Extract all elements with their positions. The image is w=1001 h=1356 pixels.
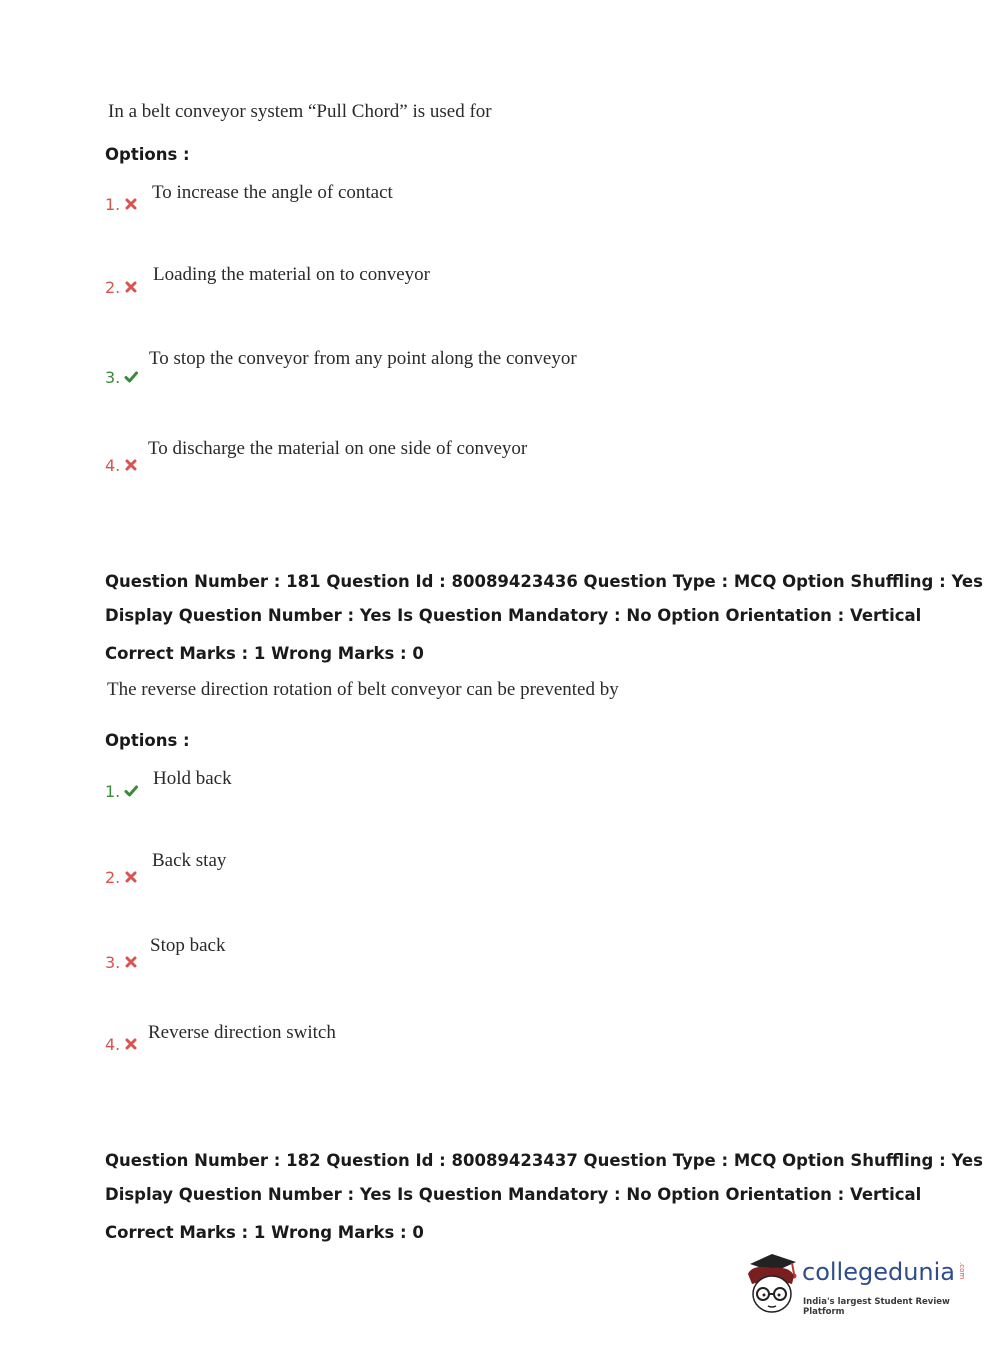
cross-icon — [124, 870, 138, 884]
option-number: 2. — [105, 868, 138, 887]
option-number: 1. — [105, 782, 138, 801]
option-number: 3. — [105, 953, 138, 972]
option-text: Stop back — [150, 935, 226, 956]
cross-icon — [124, 1037, 138, 1051]
option-number: 2. — [105, 278, 138, 297]
question-meta: Question Number : 181 Question Id : 80089423436 Question Type : MCQ Option Shuffling : Yes — [105, 572, 983, 591]
option-text: Loading the material on to conveyor — [153, 264, 430, 285]
option-number: 3. — [105, 368, 138, 387]
check-icon — [124, 784, 138, 798]
question-meta: Display Question Number : Yes Is Question Mandatory : No Option Orientation : Vertical — [105, 1185, 922, 1204]
options-label: Options : — [105, 145, 190, 164]
question-meta: Question Number : 182 Question Id : 80089423437 Question Type : MCQ Option Shuffling : Yes — [105, 1151, 983, 1170]
option-text: Hold back — [153, 768, 232, 789]
options-label: Options : — [105, 731, 190, 750]
cross-icon — [124, 458, 138, 472]
logo-wordmark: collegedunia — [802, 1258, 956, 1286]
option-number: 4. — [105, 1035, 138, 1054]
option-text: To increase the angle of contact — [152, 182, 393, 203]
cross-icon — [124, 955, 138, 969]
mascot-icon — [742, 1250, 802, 1320]
option-text: Reverse direction switch — [148, 1022, 336, 1043]
option-number: 1. — [105, 195, 138, 214]
cross-icon — [124, 280, 138, 294]
collegedunia-logo — [742, 1250, 972, 1322]
logo-com: .com — [958, 1262, 966, 1280]
option-text: To stop the conveyor from any point along the conveyor — [149, 348, 577, 369]
logo-tagline: India's largest Student Review Platform — [803, 1297, 950, 1317]
question-marks: Correct Marks : 1 Wrong Marks : 0 — [105, 1223, 424, 1242]
question-text: In a belt conveyor system “Pull Chord” is used for — [108, 101, 492, 122]
option-text: To discharge the material on one side of conveyor — [148, 438, 528, 459]
cross-icon — [124, 197, 138, 211]
option-text: Back stay — [152, 850, 227, 871]
check-icon — [124, 370, 138, 384]
question-text: The reverse direction rotation of belt conveyor can be prevented by — [107, 679, 619, 700]
question-marks: Correct Marks : 1 Wrong Marks : 0 — [105, 644, 424, 663]
question-meta: Display Question Number : Yes Is Question Mandatory : No Option Orientation : Vertical — [105, 606, 922, 625]
option-number: 4. — [105, 456, 138, 475]
